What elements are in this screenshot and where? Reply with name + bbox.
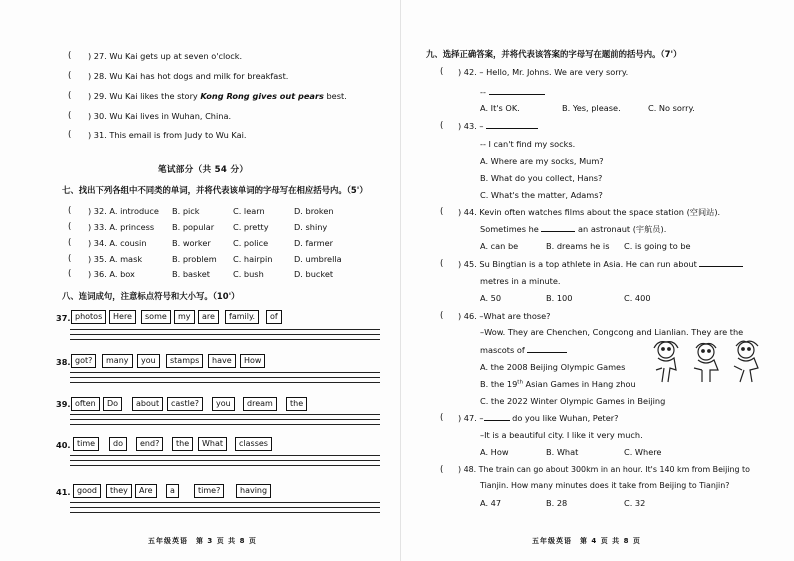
word-card[interactable]: my <box>174 310 195 324</box>
option-b: B. the 19th Asian Games in Hang zhou <box>480 379 636 389</box>
option-d: D. shiny <box>294 222 328 232</box>
option-a: ) 32. A. introduce <box>88 206 159 216</box>
option-b: B. basket <box>172 269 210 279</box>
question-line: Sometimes he an astronaut (宇航员). <box>480 224 667 234</box>
option-c: C. the 2022 Winter Olympic Games in Beijing <box>480 396 666 406</box>
option-c: C. Where <box>624 447 662 457</box>
word-card[interactable]: the <box>172 437 193 451</box>
answer-paren[interactable]: ( <box>68 254 72 264</box>
word-card[interactable]: some <box>141 310 171 324</box>
answer-paren[interactable]: ( <box>440 413 444 423</box>
writing-lines[interactable] <box>70 329 380 344</box>
question-stem: ) 46. –What are those? <box>458 311 551 321</box>
option-a: A. How <box>480 447 509 457</box>
word-card[interactable]: having <box>236 484 271 498</box>
option-a: ) 36. A. box <box>88 269 135 279</box>
answer-blank[interactable] <box>527 352 567 353</box>
option-c: C. is going to be <box>624 241 691 251</box>
word-card[interactable]: a <box>166 484 179 498</box>
writing-lines[interactable] <box>70 455 380 470</box>
answer-blank[interactable] <box>489 94 545 95</box>
question-line: -- I can't find my socks. <box>480 139 576 149</box>
option-c: C. hairpin <box>233 254 273 264</box>
answer-blank[interactable] <box>541 231 575 232</box>
page-divider <box>400 0 401 561</box>
question-line: Tianjin. How many minutes does it take from Beijing to Tianjin? <box>480 481 730 490</box>
option-c: C. learn <box>233 206 265 216</box>
question-number: 41. <box>56 487 71 497</box>
answer-paren[interactable]: ( <box>68 269 72 279</box>
answer-paren[interactable]: ( <box>68 111 72 121</box>
right-page <box>402 0 794 561</box>
option-a: ) 35. A. mask <box>88 254 143 264</box>
word-card[interactable]: are <box>198 310 219 324</box>
option-b: B. popular <box>172 222 215 232</box>
writing-lines[interactable] <box>70 414 380 429</box>
answer-paren[interactable]: ( <box>68 130 72 140</box>
question-stem: ) 42. – Hello, Mr. Johns. We are very sorry. <box>458 67 629 77</box>
question-stem: ) 45. Su Bingtian is a top athlete in Asia. He can run about <box>458 259 743 269</box>
option-a: A. can be <box>480 241 519 251</box>
word-card[interactable]: photos <box>71 310 106 324</box>
option-a: A. Where are my socks, Mum? <box>480 156 604 166</box>
option-b: B. 28 <box>546 498 568 508</box>
option-b: B. dreams he is <box>546 241 610 251</box>
tf-text: ) 29. Wu Kai likes the story Kong Rong gives out pears best. <box>88 91 347 101</box>
option-a: A. It's OK. <box>480 103 520 113</box>
tf-text: ) 27. Wu Kai gets up at seven o'clock. <box>88 51 243 61</box>
section-8-title: 八、连词成句，注意标点符号和大小写。（10'） <box>62 291 240 301</box>
option-a: A. 47 <box>480 498 502 508</box>
section-7-title: 七、找出下列各组中不同类的单词，并将代表该单词的字母写在相应括号内。（5'） <box>62 185 368 195</box>
option-c: C. 400 <box>624 293 651 303</box>
option-c: C. pretty <box>233 222 269 232</box>
option-b: B. What <box>546 447 579 457</box>
word-card[interactable]: you <box>137 354 160 368</box>
question-line: -- <box>480 87 545 97</box>
word-card[interactable]: the <box>286 397 307 411</box>
word-card[interactable]: many <box>102 354 133 368</box>
word-card[interactable]: of <box>266 310 282 324</box>
option-c: C. 32 <box>624 498 646 508</box>
word-card[interactable]: Do <box>103 397 122 411</box>
writing-lines[interactable] <box>70 502 380 517</box>
word-card[interactable]: Are <box>135 484 157 498</box>
question-line: metres in a minute. <box>480 276 561 286</box>
word-card[interactable]: do <box>109 437 127 451</box>
word-card[interactable]: about <box>132 397 163 411</box>
word-card[interactable]: have <box>208 354 236 368</box>
option-c: C. What's the matter, Adams? <box>480 190 603 200</box>
word-card[interactable]: What <box>198 437 227 451</box>
word-card[interactable]: stamps <box>166 354 203 368</box>
question-number: 40. <box>56 440 71 450</box>
question-line: –Wow. They are Chenchen, Congcong and Lianlian. They are the <box>480 327 744 337</box>
answer-paren[interactable]: ( <box>68 51 72 61</box>
section-9-title: 九、选择正确答案，并将代表该答案的字母写在题前的括号内。（7'） <box>426 49 682 59</box>
word-card[interactable]: end? <box>136 437 163 451</box>
option-d: D. broken <box>294 206 334 216</box>
option-a: ) 33. A. princess <box>88 222 155 232</box>
answer-blank[interactable] <box>484 420 510 421</box>
tf-text: ) 30. Wu Kai lives in Wuhan, China. <box>88 111 232 121</box>
question-stem: ) 43. – <box>458 121 538 131</box>
word-card[interactable]: you <box>212 397 235 411</box>
option-a: A. 50 <box>480 293 502 303</box>
word-card[interactable]: dream <box>243 397 277 411</box>
option-c: C. No sorry. <box>648 103 695 113</box>
answer-paren[interactable]: ( <box>68 71 72 81</box>
written-part-heading: 笔试部分（共 54 分） <box>158 165 249 175</box>
page-footer: 五年级英语 第 3 页 共 8 页 <box>148 537 257 545</box>
word-card[interactable]: time <box>73 437 99 451</box>
question-stem: ) 48. The train can go about 300km in an hour. It's 140 km from Beijing to <box>458 465 750 474</box>
question-number: 37. <box>56 313 71 323</box>
answer-paren[interactable]: ( <box>68 206 72 216</box>
tf-text: ) 28. Wu Kai has hot dogs and milk for breakfast. <box>88 71 289 81</box>
answer-paren[interactable]: ( <box>68 91 72 101</box>
option-b: B. pick <box>172 206 200 216</box>
option-d: D. bucket <box>294 269 334 279</box>
answer-paren[interactable]: ( <box>68 222 72 232</box>
answer-paren[interactable]: ( <box>440 259 444 269</box>
word-card[interactable]: good <box>73 484 101 498</box>
word-card[interactable]: got? <box>71 354 96 368</box>
answer-paren[interactable]: ( <box>440 311 444 321</box>
option-d: D. farmer <box>294 238 334 248</box>
option-a: ) 34. A. cousin <box>88 238 147 248</box>
option-b: B. What do you collect, Hans? <box>480 173 603 183</box>
question-stem: ) 47. – do you like Wuhan, Peter? <box>458 413 619 423</box>
tf-text: ) 31. This email is from Judy to Wu Kai. <box>88 130 247 140</box>
answer-paren[interactable]: ( <box>440 207 444 217</box>
answer-paren[interactable]: ( <box>440 67 444 77</box>
option-b: B. Yes, please. <box>562 103 621 113</box>
option-c: C. police <box>233 238 269 248</box>
word-card[interactable]: castle? <box>167 397 203 411</box>
word-card[interactable]: they <box>106 484 132 498</box>
option-a: A. the 2008 Beijing Olympic Games <box>480 362 626 372</box>
writing-lines[interactable] <box>70 372 380 387</box>
answer-paren[interactable]: ( <box>440 121 444 131</box>
answer-blank[interactable] <box>699 266 743 267</box>
option-d: D. umbrella <box>294 254 342 264</box>
option-b: B. 100 <box>546 293 573 303</box>
word-card[interactable]: time? <box>194 484 224 498</box>
option-b: B. worker <box>172 238 211 248</box>
answer-paren[interactable]: ( <box>68 238 72 248</box>
option-b: B. problem <box>172 254 217 264</box>
question-line: mascots of <box>480 345 567 355</box>
word-card[interactable]: often <box>71 397 100 411</box>
word-card[interactable]: Here <box>109 310 136 324</box>
answer-paren[interactable]: ( <box>440 465 444 475</box>
word-card[interactable]: How <box>240 354 265 368</box>
page-footer: 五年级英语 第 4 页 共 8 页 <box>532 537 641 545</box>
word-card[interactable]: family. <box>225 310 259 324</box>
word-card[interactable]: classes <box>235 437 272 451</box>
answer-blank[interactable] <box>486 128 538 129</box>
question-line: –It is a beautiful city. I like it very much. <box>480 430 643 440</box>
question-number: 38. <box>56 357 71 367</box>
question-number: 39. <box>56 399 71 409</box>
option-c: C. bush <box>233 269 264 279</box>
mascots-illustration <box>648 340 766 384</box>
question-stem: ) 44. Kevin often watches films about the space station (空间站). <box>458 207 721 217</box>
